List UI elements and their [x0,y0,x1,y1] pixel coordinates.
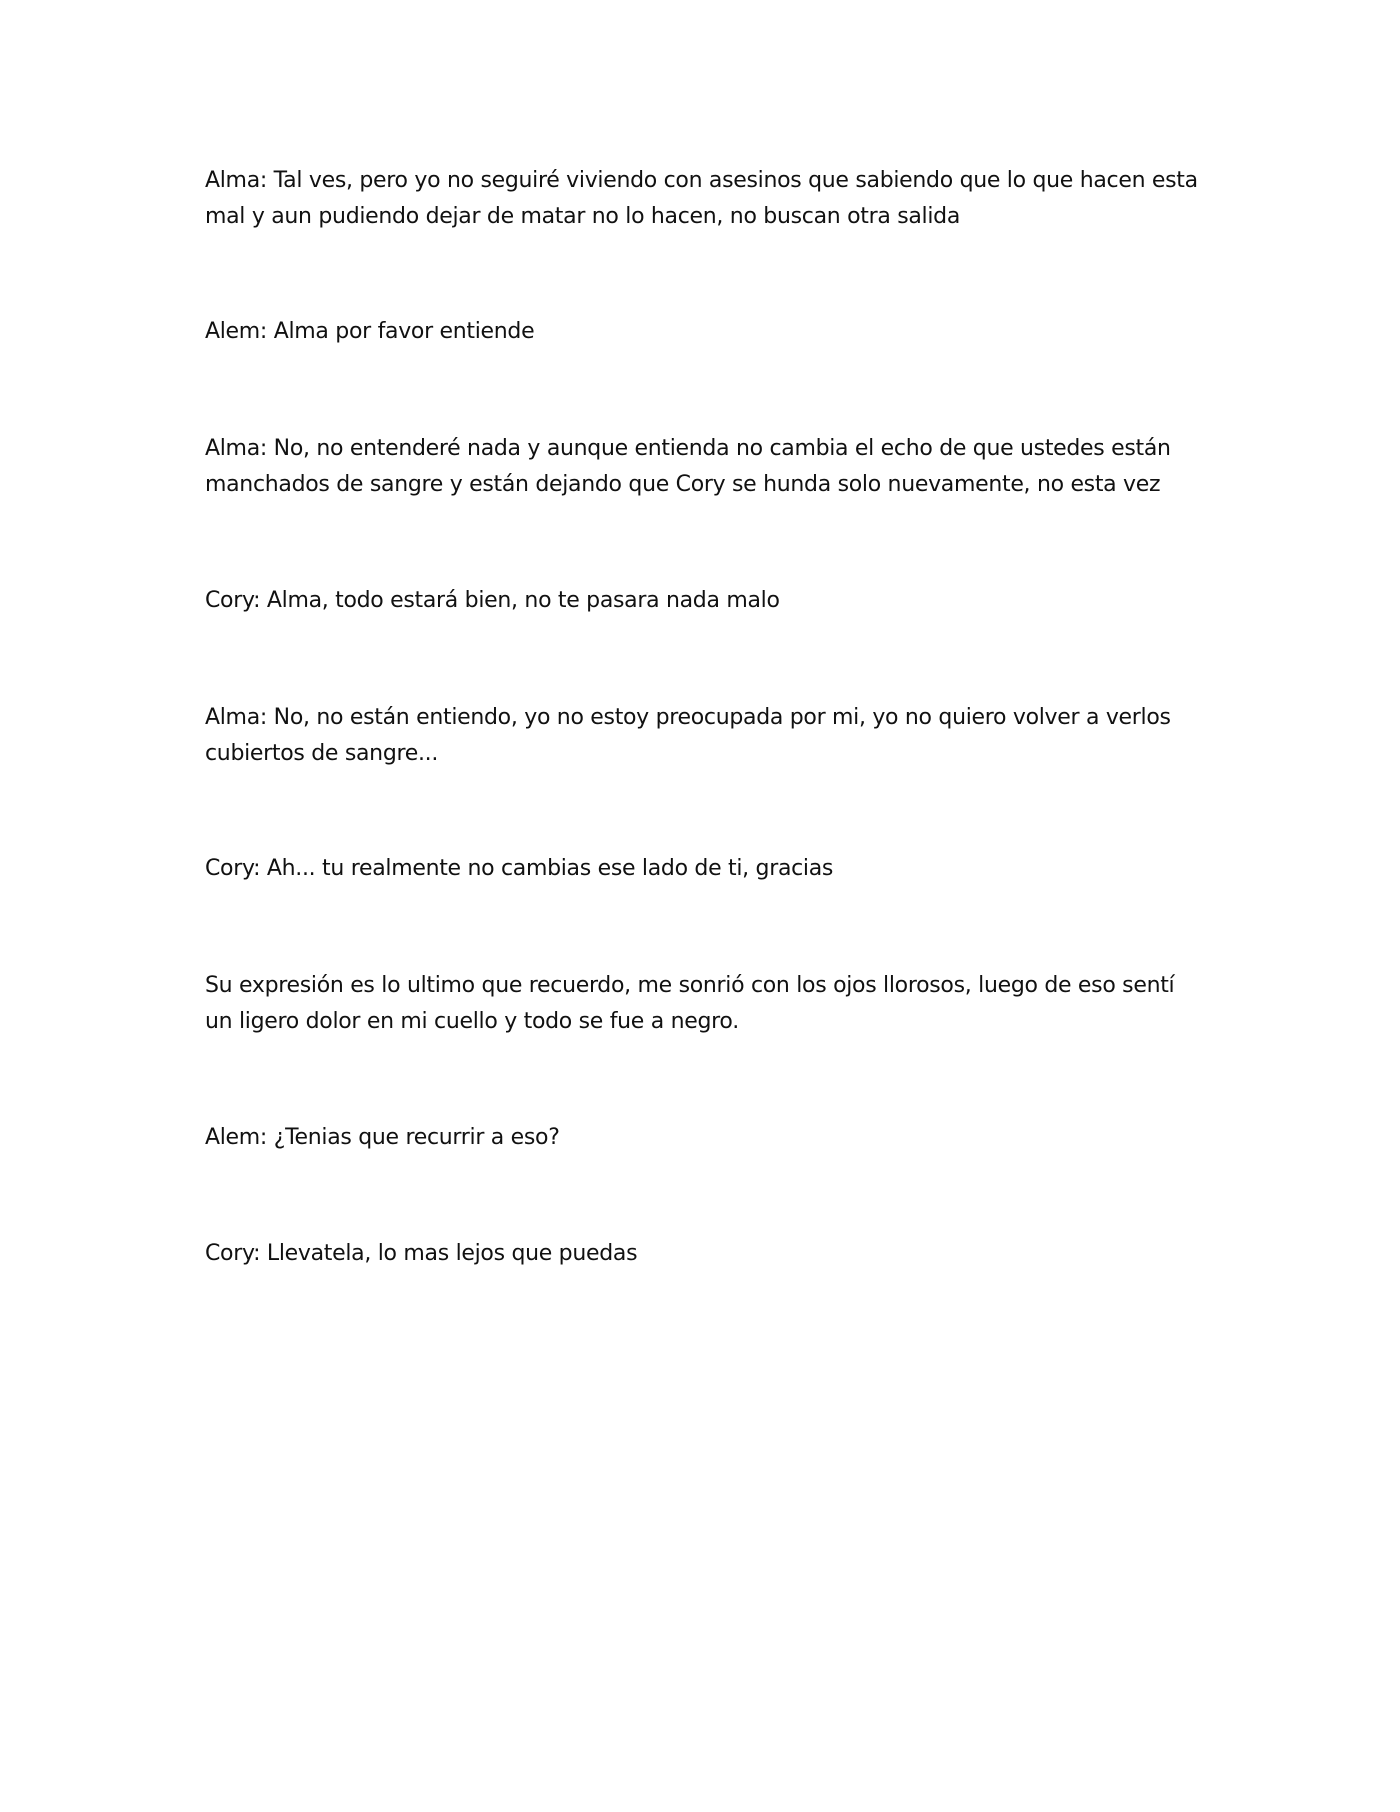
dialogue-paragraph: Cory: Alma, todo estará bien, no te pasara nada malo [205,588,780,613]
dialogue-paragraph: Alem: Alma por favor entiende [205,319,535,344]
dialogue-paragraph: Alem: ¿Tenias que recurrir a eso? [205,1125,560,1150]
dialogue-paragraph: Cory: Ah... tu realmente no cambias ese lado de ti, gracias [205,856,834,881]
dialogue-paragraph: Alma: No, no están entiendo, yo no estoy preocupada por mi, yo no quiero volver a verlos cubiertos de sangre... [205,705,1171,766]
dialogue-paragraph: Alma: No, no entenderé nada y aunque entienda no cambia el echo de que ustedes están manchados de sangre y están dejando que Cory se hunda solo nuevamente, no esta vez [205,436,1171,497]
narration-paragraph: Su expresión es lo ultimo que recuerdo, me sonrió con los ojos llorosos, luego de eso sentí un ligero dolor en mi cuello y todo se fue a negro. [205,973,1175,1034]
dialogue-paragraph: Alma: Tal ves, pero yo no seguiré viviendo con asesinos que sabiendo que lo que hacen esta mal y aun pudiendo dejar de matar no lo hacen, no buscan otra salida [205,168,1198,229]
dialogue-paragraph: Cory: Llevatela, lo mas lejos que puedas [205,1241,638,1266]
